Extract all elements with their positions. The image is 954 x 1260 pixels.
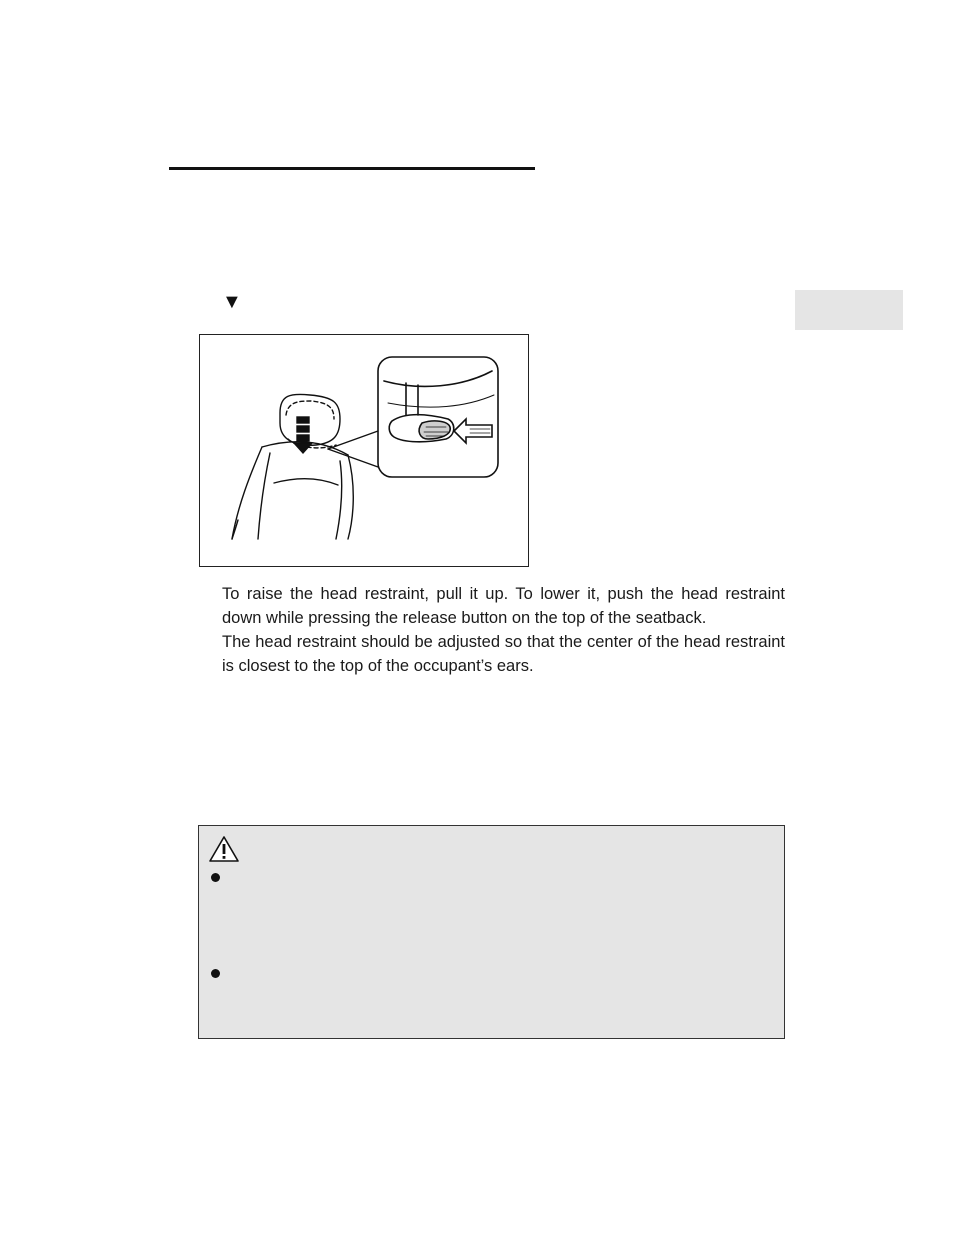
head-restraint-figure (199, 334, 529, 567)
section-title-rule (169, 167, 535, 170)
seat-illustration (232, 394, 378, 539)
warning-bullet (211, 969, 220, 978)
warning-bullet (211, 873, 220, 882)
warning-box (198, 825, 785, 1039)
subsection-marker: ▼ (222, 291, 242, 313)
body-text (222, 582, 785, 678)
warning-triangle-icon (208, 835, 240, 863)
chapter-side-tab (795, 290, 903, 330)
paragraph-adjust: To raise the head restraint, pull it up. To lower it, push the head restraint down while pressing the release button on the top of the seatback. (222, 585, 785, 627)
release-button-closeup (378, 357, 498, 477)
paragraph-position: The head restraint should be adjusted so that the center of the head restraint is closest to the top of the occupant’s ears. (222, 633, 785, 675)
